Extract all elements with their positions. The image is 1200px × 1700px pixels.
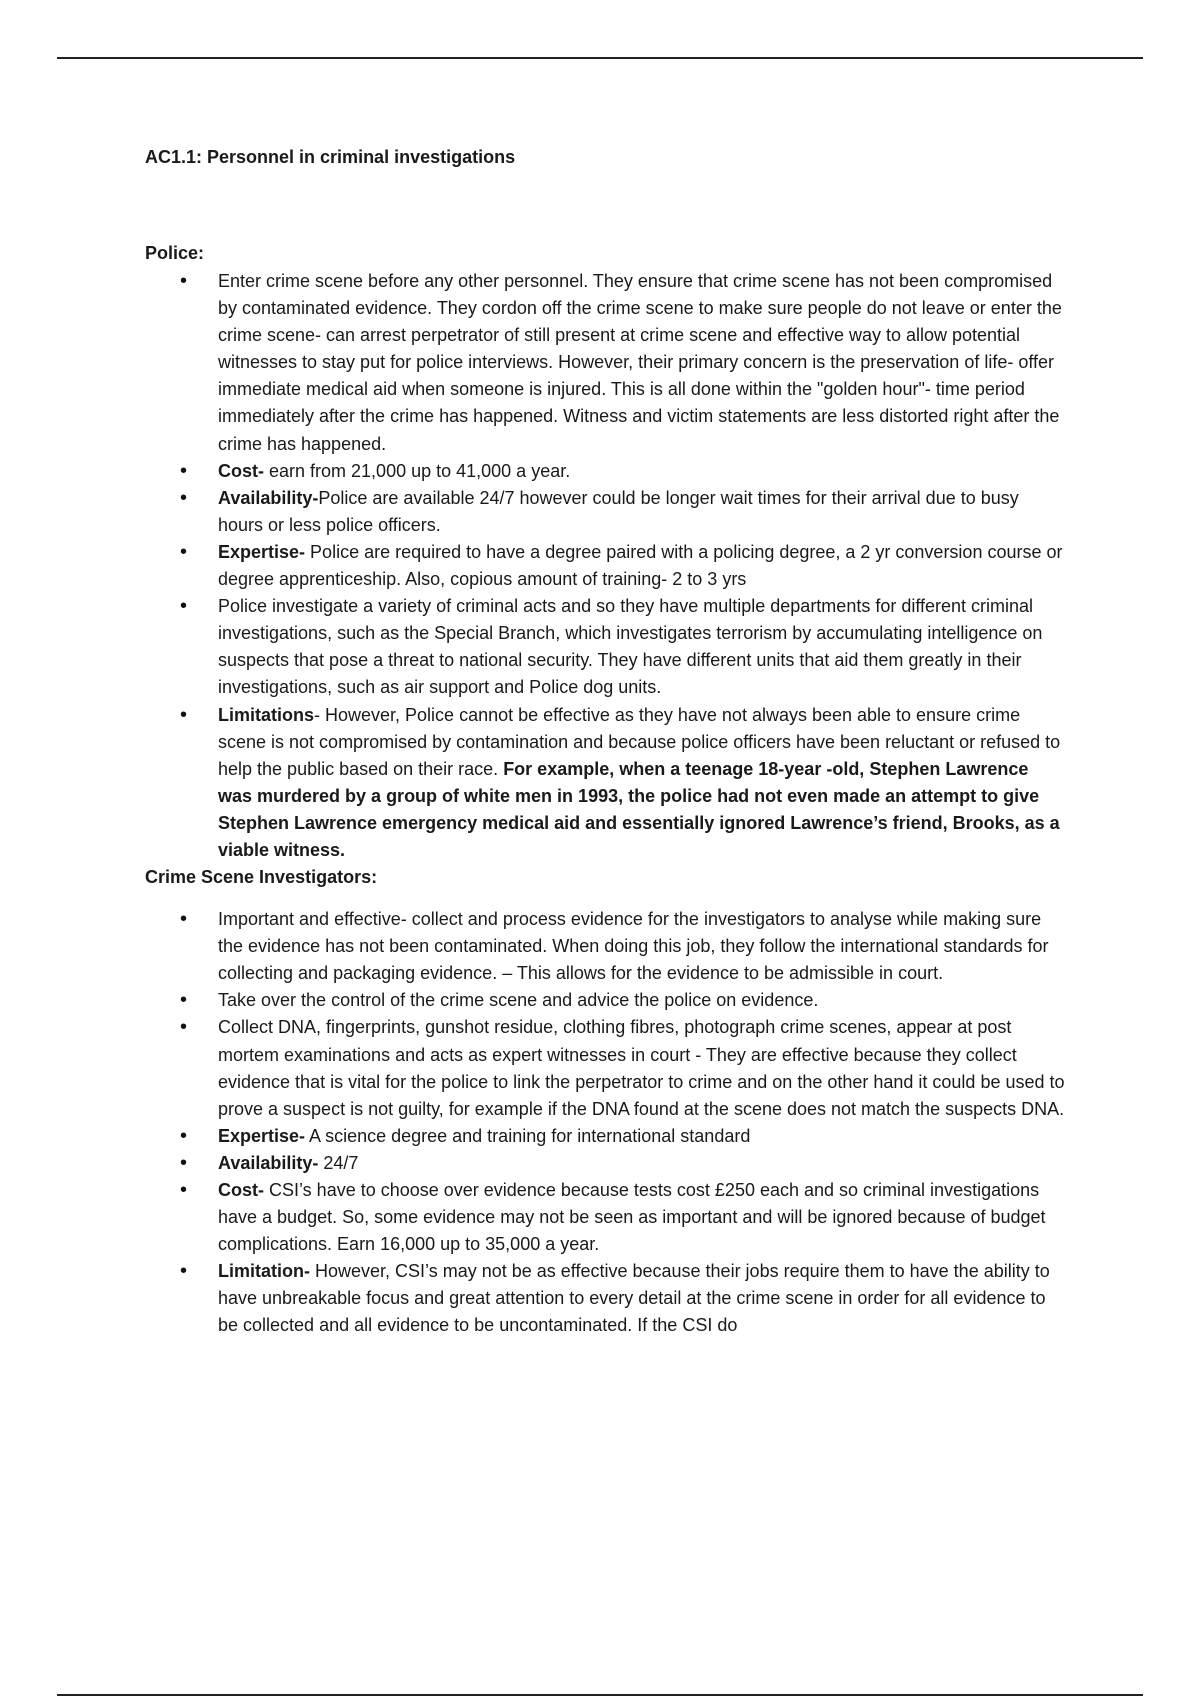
police-bullet-cost: • Cost- earn from 21,000 up to 41,000 a year. — [145, 458, 1065, 485]
top-rule — [57, 57, 1143, 59]
bullet-label: Cost- — [218, 1180, 264, 1200]
bullet-label: Expertise- — [218, 1125, 306, 1146]
police-heading: Police: — [145, 243, 205, 263]
bullet-label: Cost- — [218, 460, 264, 481]
bullet-label: Expertise- — [218, 541, 306, 562]
csi-bullet-control: • Take over the control of the crime scene and advice the police on evidence. — [145, 987, 1065, 1014]
csi-bullet-role: • Important and effective- collect and process evidence for the investigators to analyse while making sure the evidence has not been contaminated. When doing this job, they follow the international standards for collecting and packaging evidence. – This allows for the evidence to be admissible in court. — [145, 906, 1065, 987]
police-bullet-departments: • Police investigate a variety of criminal acts and so they have multiple departments for different criminal investigations, such as the Special Branch, which investigates terrorism by accumulating intelligence on suspects that pose a threat to national security. They have different units that aid them greatly in their investigations, such as air support and Police dog units. — [145, 593, 1065, 701]
csi-bullet-cost: • Cost- CSI’s have to choose over evidence because tests cost £250 each and so criminal investigations have a budget. So, some evidence may not be seen as important and will be ignored because of budget complications. Earn 16,000 up to 35,000 a year. — [145, 1177, 1065, 1258]
csi-bullet-list — [145, 906, 1065, 1340]
csi-heading: Crime Scene Investigators: — [145, 867, 378, 888]
police-bullet-list — [145, 268, 1065, 864]
page-title: AC1.1: Personnel in criminal investigations — [145, 147, 516, 167]
csi-bullet-collect: • Collect DNA, fingerprints, gunshot residue, clothing fibres, photograph crime scenes, appear at post mortem examinations and acts as expert witnesses in court - They are effective because they collect evidence that is vital for the police to link the perpetrator to crime and on the other hand it could be used to prove a suspect is not guilty, for example if the DNA found at the scene does not match the suspects DNA. — [145, 1014, 1065, 1122]
bullet-label: Availability- — [218, 1152, 319, 1173]
bullet-label: Limitations — [218, 704, 315, 725]
bottom-rule — [57, 1694, 1143, 1696]
police-bullet-role: • Enter crime scene before any other personnel. They ensure that crime scene has not been compromised by contaminated evidence. They cordon off the crime scene to make sure people do not leave or enter the crime scene- can arrest perpetrator of still present at crime scene and effective way to allow potential witnesses to stay put for police interviews. However, their primary concern is the preservation of life- offer immediate medical aid when someone is injured. This is all done within the "golden hour"- time period immediately after the crime has happened. Witness and victim statements are less distorted right after the crime has happened. — [145, 268, 1065, 458]
police-bullet-availability: • Availability-Police are available 24/7 however could be longer wait times for their arrival due to busy hours or less police officers. — [145, 485, 1065, 539]
bullet-label: Limitation- — [218, 1261, 310, 1282]
bullet-label: Availability- — [218, 487, 319, 508]
police-bullet-expertise: • Expertise- Police are required to have a degree paired with a policing degree, a 2 yr conversion course or degree apprenticeship. Also, copious amount of training- 2 to 3 yrs — [145, 539, 1065, 593]
csi-bullet-availability: • Availability- 24/7 — [145, 1150, 1065, 1177]
example-text: For example, when a teenage 18-year -old, Stephen Lawrence was murdered by a group of white men in 1993, the police had not even made an attempt to give Stephen Lawrence emergency medical aid and essentially ignored Lawrence’s friend, Brooks, as a viable witness. — [218, 758, 1060, 860]
csi-bullet-limitation: • Limitation- However, CSI’s may not be as effective because their jobs require them to have the ability to have unbreakable focus and great attention to every detail at the crime scene in order for all evidence to be collected and all evidence to be uncontaminated. If the CSI do — [145, 1258, 1065, 1339]
document-body — [145, 144, 1065, 1340]
police-bullet-limitations: • Limitations- However, Police cannot be effective as they have not always been able to ensure crime scene is not compromised by contamination and because police officers have been reluctant or refused to help the public based on their race. For example, when a teenage 18-year -old, Stephen Lawrence was murdered by a group of white men in 1993, the police had not even made an attempt to give Stephen Lawrence emergency medical aid and essentially ignored Lawrence’s friend, Brooks, as a viable witness. — [145, 702, 1065, 865]
csi-bullet-expertise: • Expertise- A science degree and training for international standard — [145, 1123, 1065, 1150]
